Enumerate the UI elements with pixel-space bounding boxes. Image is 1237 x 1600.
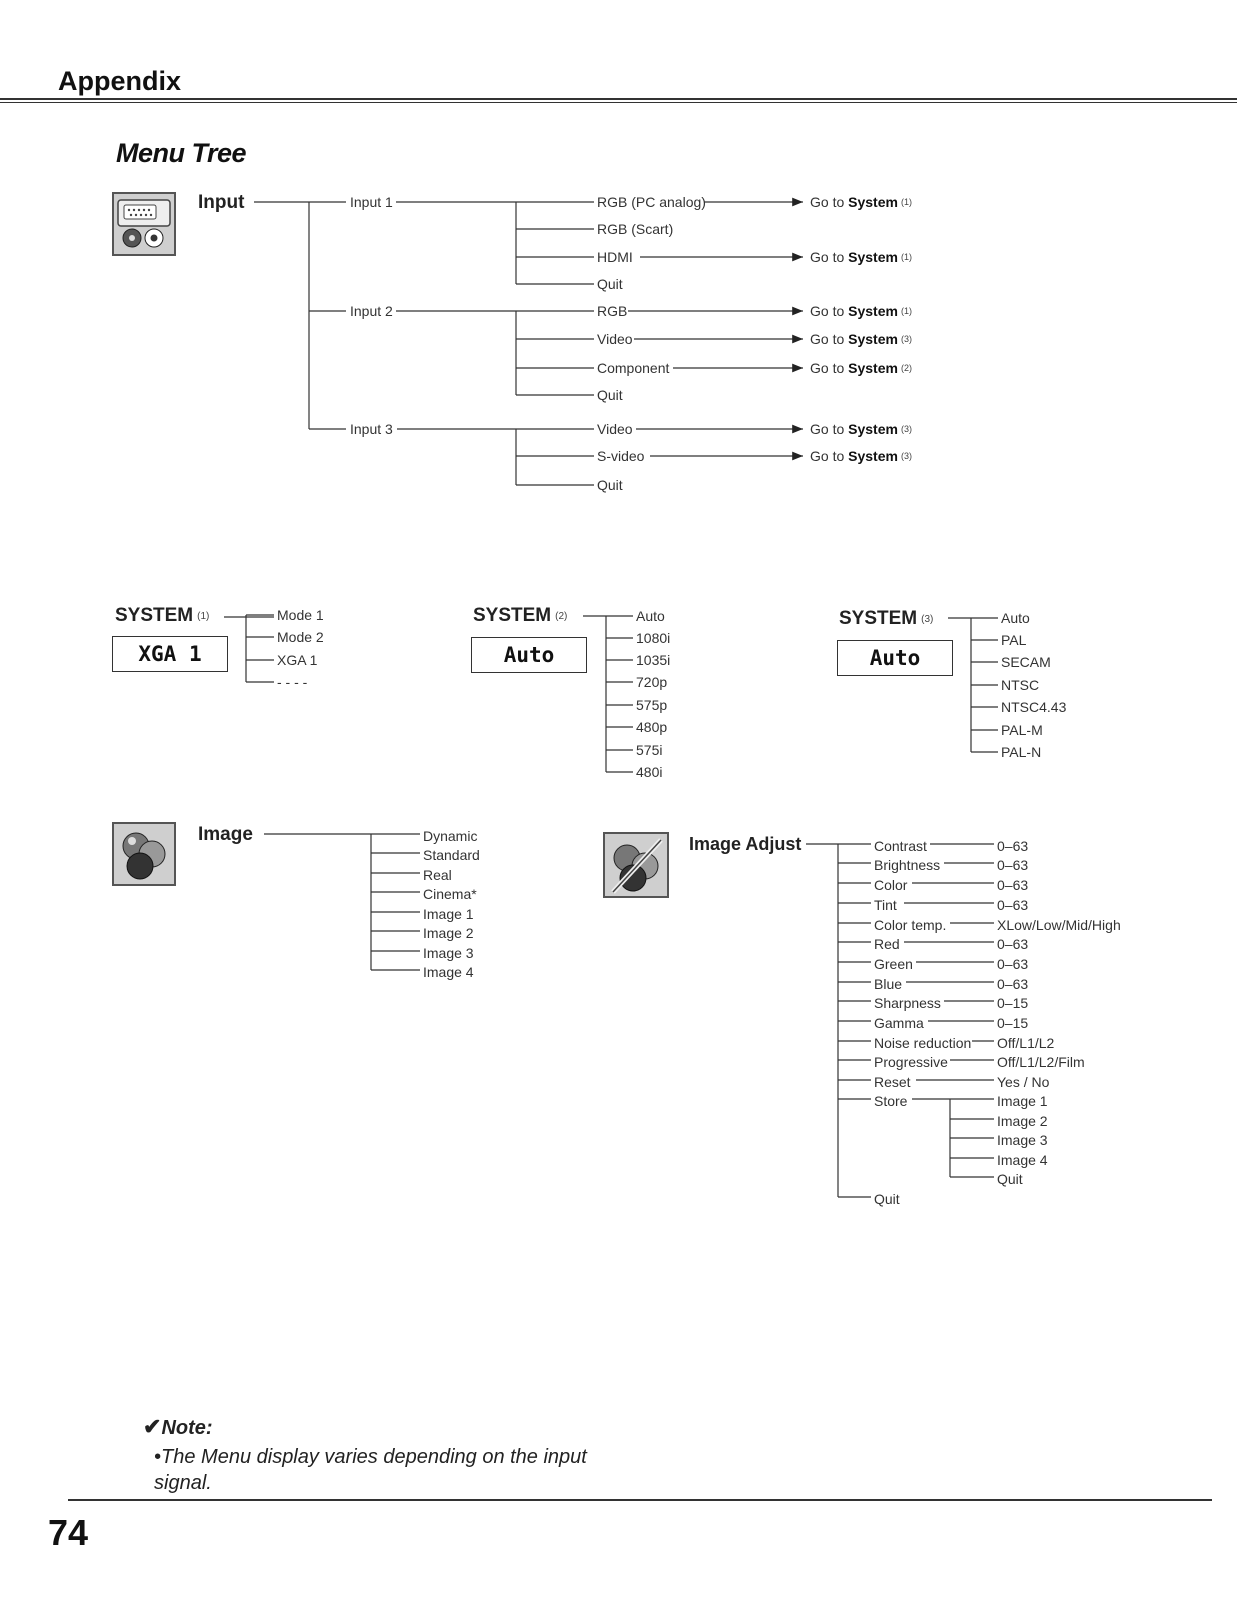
- image-item: Real: [423, 867, 452, 883]
- image-menu-icon: [112, 822, 176, 886]
- image-item: Image 4: [423, 964, 474, 980]
- system-2-label: SYSTEM $^{(2)}$: [473, 605, 568, 626]
- input-item: Quit: [597, 477, 623, 493]
- image-adjust-label: Image Adjust: [689, 834, 802, 854]
- input-item: Quit: [597, 276, 623, 292]
- system-2-item: Auto: [636, 608, 665, 624]
- goto-system-link: Go to System $^{(3)}$: [810, 421, 912, 437]
- input-2-label: Input 2: [350, 303, 393, 319]
- store-item: Image 3: [997, 1132, 1048, 1148]
- image-item: Standard: [423, 847, 480, 863]
- system-2-item: 720p: [636, 674, 668, 690]
- image-adjust-item: Red: [874, 936, 900, 952]
- image-adjust-item: Gamma: [874, 1015, 924, 1031]
- note-text: •The Menu display varies depending on the input signal.: [154, 1446, 587, 1494]
- system-3-item: NTSC4.43: [1001, 699, 1067, 715]
- image-adjust-menu-icon: [603, 832, 669, 898]
- input-item: RGB (PC analog): [597, 194, 706, 210]
- image-item: Image 2: [423, 925, 474, 941]
- image-adjust-item: Color temp.: [874, 917, 947, 933]
- input-item: RGB (Scart): [597, 221, 674, 237]
- image-item: Image 3: [423, 945, 474, 961]
- system-1-display: XGA 1: [112, 636, 228, 672]
- goto-system-link: Go to System $^{(3)}$: [810, 448, 912, 464]
- image-adjust-quit: Quit: [874, 1191, 900, 1207]
- store-item: Quit: [997, 1171, 1023, 1187]
- footer-rule: [68, 1499, 1212, 1501]
- image-adjust-value: 0–63: [997, 936, 1029, 952]
- input-item: Video: [597, 331, 633, 347]
- image-adjust-item: Store: [874, 1093, 908, 1109]
- image-adjust-value: 0–15: [997, 995, 1029, 1011]
- store-item: Image 1: [997, 1093, 1048, 1109]
- system-3-item: NTSC: [1001, 677, 1040, 693]
- system-3-item: PAL: [1001, 632, 1027, 648]
- system-1-item: XGA 1: [277, 652, 318, 668]
- system-3-label: SYSTEM $^{(3)}$: [839, 608, 934, 629]
- section-title: Appendix: [58, 66, 182, 96]
- image-adjust-item: Noise reduction: [874, 1035, 972, 1051]
- image-adjust-value: Off/L1/L2: [997, 1035, 1055, 1051]
- store-item: Image 4: [997, 1152, 1048, 1168]
- input-item: S-video: [597, 448, 645, 464]
- note-heading: ✔Note:: [143, 1414, 213, 1439]
- system-2-display: Auto: [471, 637, 587, 673]
- system-3-item: Auto: [1001, 610, 1030, 626]
- checkmark-icon: ✔: [143, 1414, 162, 1439]
- system-2-item: 480i: [636, 764, 663, 780]
- system-1-item: Mode 2: [277, 629, 324, 645]
- image-adjust-item: Reset: [874, 1074, 911, 1090]
- image-adjust-value: 0–63: [997, 857, 1029, 873]
- system-3-display: Auto: [837, 640, 953, 676]
- input-label: Input: [198, 192, 245, 213]
- image-adjust-value: XLow/Low/Mid/High: [997, 917, 1121, 933]
- goto-system-link: Go to System $^{(1)}$: [810, 303, 912, 319]
- system-1-item: - - - -: [277, 674, 308, 690]
- goto-system-link: Go to System $^{(1)}$: [810, 194, 912, 210]
- bullet-icon: •: [154, 1446, 162, 1468]
- system-2-item: 1080i: [636, 630, 671, 646]
- image-adjust-value: 0–63: [997, 877, 1029, 893]
- image-label: Image: [198, 824, 253, 845]
- system-1-label: SYSTEM $^{(1)}$: [115, 605, 210, 626]
- system-3-item: SECAM: [1001, 654, 1051, 670]
- image-adjust-item: Sharpness: [874, 995, 941, 1011]
- system-2-item: 575i: [636, 742, 663, 758]
- system-2-item: 1035i: [636, 652, 671, 668]
- input-1-label: Input 1: [350, 194, 393, 210]
- input-item: HDMI: [597, 249, 633, 265]
- image-adjust-item: Green: [874, 956, 913, 972]
- goto-system-link: Go to System $^{(1)}$: [810, 249, 912, 265]
- input-menu-icon: [112, 192, 176, 256]
- input-item: Component: [597, 360, 670, 376]
- image-adjust-value: 0–63: [997, 838, 1029, 854]
- input-item: Quit: [597, 387, 623, 403]
- input-3-label: Input 3: [350, 421, 393, 437]
- image-adjust-item: Brightness: [874, 857, 941, 873]
- store-item: Image 2: [997, 1113, 1048, 1129]
- image-adjust-item: Color: [874, 877, 908, 893]
- image-item: Image 1: [423, 906, 474, 922]
- image-adjust-item: Progressive: [874, 1054, 948, 1070]
- system-2-item: 575p: [636, 697, 668, 713]
- page-title: Menu Tree: [116, 138, 247, 168]
- goto-system-link: Go to System $^{(3)}$: [810, 331, 912, 347]
- system-3-item: PAL-N: [1001, 744, 1042, 760]
- image-adjust-value: 0–15: [997, 1015, 1029, 1031]
- image-adjust-value: 0–63: [997, 897, 1029, 913]
- image-adjust-value: 0–63: [997, 976, 1029, 992]
- page-number: 74: [48, 1512, 89, 1553]
- image-adjust-item: Tint: [874, 897, 897, 913]
- system-1-item: Mode 1: [277, 607, 324, 623]
- image-item: Cinema*: [423, 886, 477, 902]
- input-item: Video: [597, 421, 633, 437]
- image-item: Dynamic: [423, 828, 478, 844]
- image-adjust-item: Contrast: [874, 838, 927, 854]
- image-adjust-value: 0–63: [997, 956, 1029, 972]
- goto-system-link: Go to System $^{(2)}$: [810, 360, 912, 376]
- system-3-item: PAL-M: [1001, 722, 1043, 738]
- image-adjust-item: Blue: [874, 976, 903, 992]
- image-adjust-value: Off/L1/L2/Film: [997, 1054, 1085, 1070]
- image-adjust-value: Yes / No: [997, 1074, 1050, 1090]
- system-2-item: 480p: [636, 719, 668, 735]
- input-item: RGB: [597, 303, 628, 319]
